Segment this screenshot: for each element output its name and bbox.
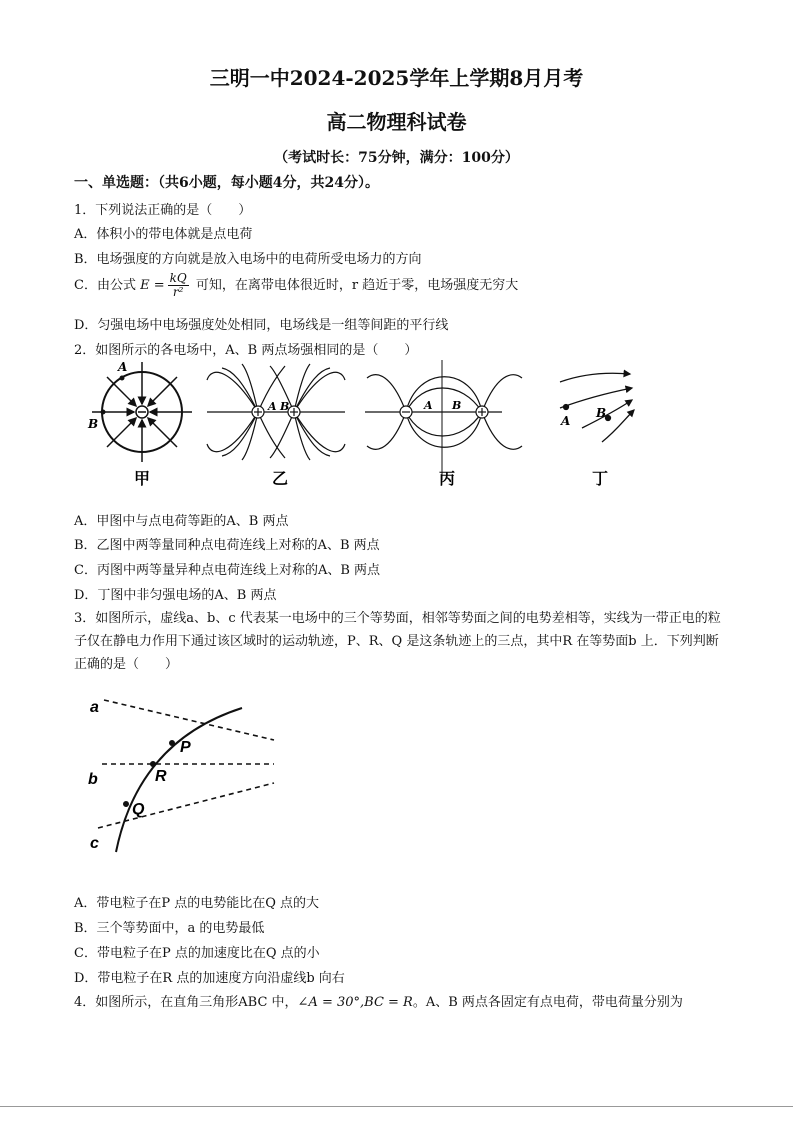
exam-info: （考试时长：75分钟，满分：100分）: [274, 150, 519, 166]
bing-label-a: A: [424, 399, 433, 412]
q1-formula-den: r²: [172, 285, 184, 299]
q4-stem-suffix: 。A、B 两点各固定有点电荷，带电荷量分别为: [412, 995, 683, 1010]
q1-stem: 1．下列说法正确的是（ ）: [74, 203, 252, 218]
q1-option-d: D．匀强电场中电场强度处处相同，电场线是一组等间距的平行线: [74, 318, 449, 333]
caption-ding: 丁: [592, 469, 609, 488]
jia-label-b: B: [88, 417, 99, 431]
q3-label-q: Q: [132, 801, 145, 818]
q1-option-c-suffix: 可知，在离带电体很近时，r 趋近于零，电场强度无穷大: [195, 278, 519, 293]
q3-stem: 3．如图所示，虚线a、b、c 代表某一电场中的三个等势面，相邻等势面之间的电势差相等，实线为一带正电的粒子仅在静电力作用下通过该区域时的运动轨迹，P、R、Q 是这条轨迹上的三点，其中R 在等势面b 上．下列判断正确的是（ ）: [74, 611, 721, 672]
exam-title: 三明一中2024-2025学年上学期8月月考: [209, 66, 584, 90]
q1-formula-lhs: E =: [140, 278, 165, 293]
q2-field-figures: [82, 360, 642, 490]
ding-label-a: A: [561, 414, 571, 428]
bing-label-b: B: [452, 399, 462, 412]
q3-label-b: b: [88, 771, 98, 788]
exam-subtitle: 高二物理科试卷: [326, 110, 467, 134]
q3-label-r: R: [155, 768, 167, 785]
yi-label-b: B: [280, 400, 290, 413]
q3-option-a: A．带电粒子在P 点的电势能比在Q 点的大: [74, 896, 320, 911]
q3-equipotential-figure: [84, 688, 279, 858]
figure-bing: [365, 360, 522, 480]
q3-option-b: B．三个等势面中，a 的电势最低: [74, 921, 265, 936]
q2-stem: 2．如图所示的各电场中，A、B 两点场强相同的是（ ）: [74, 343, 418, 358]
q1-option-c-prefix: C．由公式: [74, 278, 136, 293]
q3-option-c: C．带电粒子在P 点的加速度比在Q 点的小: [74, 946, 320, 961]
q4-stem-prefix: 4．如图所示，在直角三角形ABC 中，: [74, 995, 298, 1010]
caption-jia: 甲: [134, 469, 151, 488]
caption-bing: 丙: [439, 469, 456, 488]
q1-option-a: A．体积小的带电体就是点电荷: [74, 227, 253, 242]
q1-formula-num: kQ: [169, 271, 187, 285]
q3-label-c: c: [90, 835, 99, 852]
jia-label-a: A: [118, 360, 128, 374]
section-heading: 一、单选题：（共6小题，每小题4分，共24分）。: [74, 175, 379, 191]
q4-formula: ∠A = 30°,BC = R: [297, 995, 413, 1010]
yi-label-a: A: [268, 400, 277, 413]
q2-option-d: D．丁图中非匀强电场的A、B 两点: [74, 588, 277, 603]
q3-option-d: D．带电粒子在R 点的加速度方向沿虚线b 向右: [74, 971, 345, 986]
q1-formula-fraction: [168, 272, 189, 299]
q2-option-c: C．丙图中两等量异种点电荷连线上对称的A、B 两点: [74, 563, 381, 578]
figure-jia: [87, 360, 192, 462]
caption-yi: 乙: [272, 469, 289, 488]
q3-label-p: P: [180, 739, 191, 756]
q2-option-a: A．甲图中与点电荷等距的A、B 两点: [74, 514, 289, 529]
q2-option-b: B．乙图中两等量同种点电荷连线上对称的A、B 两点: [74, 538, 380, 553]
q4-stem: [74, 991, 726, 1010]
page-bottom-rule: [0, 1106, 793, 1107]
q1-option-b: B．电场强度的方向就是放入电场中的电荷所受电场力的方向: [74, 252, 422, 267]
q3-label-a: a: [90, 699, 99, 716]
ding-label-b: B: [596, 406, 607, 420]
q1-option-c: [74, 272, 518, 299]
